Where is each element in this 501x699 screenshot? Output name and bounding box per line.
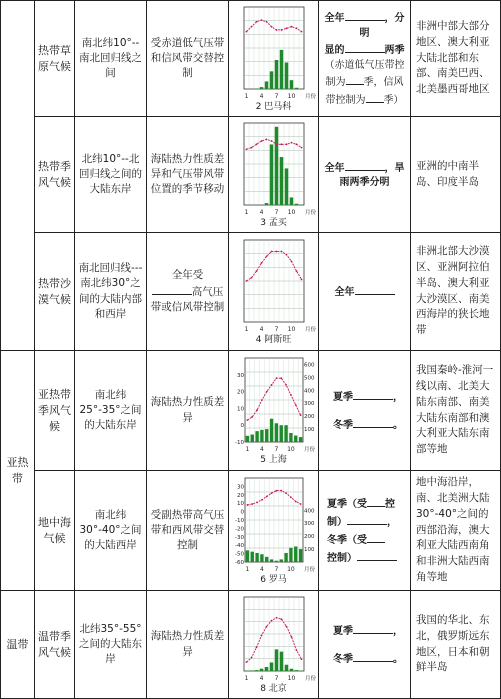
temp-point [270,140,272,142]
temp-point [300,503,302,505]
temp-point [245,148,247,150]
precip-bar [246,436,249,442]
temp-point [265,21,267,23]
feature-text: 季，信风带控制为 [326,77,404,106]
temp-point [251,416,253,418]
precip-bar [269,144,273,205]
precip-bar [279,157,283,205]
zone-cell: 亚热带 [1,351,35,591]
precip-bar [299,437,302,442]
climate-chart [231,474,319,574]
temp-tick-label: 20 [237,390,244,396]
climate-chart [238,3,310,101]
x-axis-label: 月份 [305,92,317,100]
precip-bar [251,552,254,562]
x-tick-label: 7 [274,209,278,216]
temp-tick-label: 10 [237,406,244,412]
cause: 海陆热力性质差异 [147,591,229,699]
temp-tick-label: -10 [235,440,244,446]
distribution: 非洲中部大部分地区、澳大利亚大陆北部和东部、南美巴西、北美墨西哥地区 [411,1,501,117]
temp-point [245,661,247,663]
cause-text: 全年受 [172,269,204,281]
x-tick-label: 4 [260,446,264,453]
temp-point [275,251,277,253]
precip-bar [246,550,249,562]
chart-cell [229,1,319,117]
temp-tick-label: 20 [237,493,244,499]
feature-text: 夏季 [333,392,353,403]
features: 夏季 ， 冬季 。 [319,351,411,471]
chart-cell [229,233,319,351]
temp-tick-label: -20 [235,526,244,532]
feature-text: 控 [385,499,395,510]
temp-point [255,647,257,649]
temp-point [280,377,282,379]
features: 夏季 ， 冬季 。 [319,591,411,699]
feature-text: ，旱雨两季分明 [340,163,405,189]
feature-text: （赤道低气压带控制为 [325,60,405,89]
precip-bar [284,665,288,671]
climate-chart [231,354,319,454]
feature-text: 显的 [325,45,345,56]
location: 北纬35°-55°之间的大陆东岸 [75,591,147,699]
row-savanna [1,1,501,117]
temp-point [250,147,252,149]
temp-point [285,492,287,494]
x-tick-label: 10 [287,675,295,682]
temp-point [265,139,267,141]
row-tropical-desert [1,233,501,351]
x-tick-label: 7 [275,566,279,573]
precip-bar [284,553,287,562]
temp-point [256,502,258,504]
feature-text: 两季 [385,45,405,56]
row-subtropical-monsoon [1,351,501,471]
temp-point [271,492,273,494]
temp-point [295,270,297,272]
precip-tick-label: 500 [304,375,315,381]
fill-blank [353,388,393,400]
temp-point [280,618,282,620]
temp-point [295,27,297,29]
temp-point [250,26,252,28]
x-tick-label: 4 [259,675,263,682]
temp-point [285,384,287,386]
chart-cell [229,351,319,471]
precip-bar [294,88,298,89]
climate-name: 热带沙漠气候 [35,233,75,351]
temp-point [255,270,257,272]
zone-cell-tropical [1,1,35,351]
precip-bar [289,80,293,89]
fill-blank [353,622,393,634]
cause: 受副热带高气压带和西风带交替控制 [147,471,229,591]
cause: 海陆热力性质差异 [147,351,229,471]
climate-name: 热带草原气候 [35,1,75,117]
x-tick-label: 1 [244,93,248,100]
features: 夏季（受 控 制） ， 冬季（受 控制） [319,471,411,591]
chart-cell [229,591,319,699]
precip-bar [249,671,253,672]
temp-point [285,254,287,256]
precip-bar [270,559,273,562]
precip-bar [284,168,288,205]
temp-point [265,256,267,258]
x-axis-label: 月份 [304,565,316,573]
row-temperate-monsoon [1,591,501,699]
x-axis-label: 月份 [305,325,317,333]
temp-point [295,143,297,145]
zone-cell: 温带 [1,591,35,699]
precip-tick-label: 100 [304,547,315,553]
fill-blank [357,549,397,561]
temp-point [280,490,282,492]
x-axis-label: 月份 [305,674,317,682]
fill-blank [353,650,393,662]
x-tick-label: 7 [274,93,278,100]
location: 南北纬25°-35°之间的大陆东岸 [75,351,147,471]
precip-tick-label: 600 [304,363,315,369]
chart-caption: 2 巴马科 [231,101,316,114]
temp-point [290,260,292,262]
temp-point [266,496,268,498]
features [319,233,411,351]
x-tick-label: 10 [287,566,295,573]
chart-caption: 5 上海 [231,454,316,467]
precip-bar [284,63,288,89]
temp-point [255,21,257,23]
fill-blank [152,283,192,295]
precip-bar [259,669,263,671]
temp-point [255,143,257,145]
precip-tick-label: 100 [304,427,315,433]
x-tick-label: 1 [246,446,250,453]
precip-bar [265,429,268,442]
x-tick-label: 1 [244,209,248,216]
precip-bar [251,435,254,442]
temp-point [256,409,258,411]
precip-bar [274,127,278,205]
temp-point [275,29,277,31]
precip-tick-label: 300 [304,401,315,407]
temp-point [290,496,292,498]
climate-name: 温带季风气候 [35,591,75,699]
climate-chart [238,119,310,217]
precip-tick-label: 400 [304,508,315,514]
distribution: 非洲北部大沙漠区、亚洲阿拉伯半岛、澳大利亚大沙漠区、南美西海岸的狭长地带 [411,233,501,351]
precip-bar [275,423,278,442]
feature-text: 冬季 [333,420,353,431]
precip-bar [279,50,283,89]
feature-text: 控制） [327,553,357,564]
climate-chart [238,236,310,334]
chart-caption: 3 孟买 [231,217,316,230]
temp-point [251,503,253,505]
feature-text: 全年 [325,13,345,24]
temp-point [245,280,247,282]
x-tick-label: 4 [259,209,263,216]
temp-tick-label: -40 [235,543,244,549]
x-tick-label: 7 [274,675,278,682]
temp-tick-label: -50 [235,552,244,558]
temp-point [280,143,282,145]
fill-blank [367,495,385,507]
precip-bar [279,652,283,671]
temp-point [260,140,262,142]
location: 北纬10°--北回归线之间的大陆东岸 [75,117,147,233]
temp-point [261,399,263,401]
feature-text: 制） [327,517,347,528]
chart-caption: 4 阿斯旺 [231,334,316,347]
fill-blank [345,159,385,171]
temp-tick-label: 0 [241,423,245,429]
location: 南北回归线---南北纬30°之间的大陆内部和西岸 [75,233,147,351]
temp-point [261,499,263,501]
fill-blank [346,73,364,85]
temp-point [300,147,302,149]
temp-point [250,657,252,659]
temp-point [247,419,249,421]
precip-bar [294,204,298,205]
x-tick-label: 10 [287,93,295,100]
precip-bar [274,60,278,89]
temp-point [285,27,287,29]
precip-bar [294,547,297,563]
climate-name: 地中海气候 [35,471,75,591]
temp-point [300,414,302,416]
feature-text: 季） [384,95,404,106]
temp-point [260,635,262,637]
temp-point [247,504,249,506]
temp-point [275,143,277,145]
temp-tick-label: -30 [235,535,244,541]
feature-text: 全年 [325,163,345,174]
temp-point [280,251,282,253]
temp-point [295,649,297,651]
chart-cell [229,471,319,591]
temp-point [270,26,272,28]
precip-bar [294,436,297,442]
temp-point [266,391,268,393]
temp-point [276,490,278,492]
temp-point [280,29,282,31]
temp-point [295,404,297,406]
precip-bar [255,553,258,562]
fill-blank [347,513,387,525]
temp-point [275,617,277,619]
temp-point [295,501,297,503]
fill-blank [345,9,385,21]
fill-blank [367,531,385,543]
temp-point [245,31,247,33]
temp-point [290,142,292,144]
x-tick-label: 10 [287,326,295,333]
temp-tick-label: 0 [241,510,245,516]
precip-bar [274,649,278,671]
x-tick-label: 1 [244,675,248,682]
precip-bar [280,425,283,442]
x-tick-label: 7 [275,446,279,453]
feature-text: 全年 [335,287,355,298]
temp-point [300,279,302,281]
feature-text: 冬季 [333,654,353,665]
feature-text: ，分明 [360,13,405,39]
precip-bar [260,554,263,562]
temp-point [300,658,302,660]
x-tick-label: 10 [287,209,295,216]
x-axis-label: 月份 [305,208,317,216]
temp-tick-label: -10 [235,518,244,524]
climate-name: 亚热带季风气候 [35,351,75,471]
feature-text: 夏季 [333,626,353,637]
features [319,117,411,233]
chart-cell [229,117,319,233]
precip-bar [275,561,278,562]
precip-bar [254,670,258,671]
chart-caption: 8 北京 [231,683,316,696]
temp-point [250,277,252,279]
temp-tick-label: -60 [235,560,244,566]
row-mediterranean [1,471,501,591]
distribution: 我国秦岭-淮河一线以南、北美大陆东南部、南美大陆东南部和澳大利亚大陆东南部等地 [411,351,501,471]
precip-bar [289,669,293,671]
distribution: 地中海沿岸，南、北美洲大陆30°-40°之间的西部沿海，澳大利亚大陆西南角和非洲大陆西南角等地 [411,471,501,591]
precip-bar [255,431,258,442]
temp-tick-label: 30 [237,373,244,379]
x-tick-label: 4 [259,93,263,100]
precip-bar [289,548,292,562]
precip-bar [289,433,292,442]
climate-name: 热带季风气候 [35,117,75,233]
location: 南北纬30°-40°之间的大陆西岸 [75,471,147,591]
temp-point [290,636,292,638]
precip-bar [269,663,273,672]
temp-tick-label: 10 [237,501,244,507]
temp-point [276,377,278,379]
feature-text: 夏季（受 [327,499,367,510]
x-tick-label: 1 [244,326,248,333]
x-axis-label: 月份 [304,445,316,453]
fill-blank [353,416,393,428]
precip-bar [264,81,268,89]
location: 南北纬10°--南北回归线之间 [75,1,147,117]
precip-bar [264,667,268,671]
chart-caption: 6 罗马 [231,574,316,587]
cause [147,233,229,351]
x-tick-label: 7 [274,326,278,333]
temp-point [265,626,267,628]
cause: 受赤道低气压带和信风带交替控制 [147,1,229,117]
distribution: 亚洲的中南半岛、印度半岛 [411,117,501,233]
temp-point [290,26,292,28]
temp-tick-label: 30 [237,484,244,490]
precip-bar [260,430,263,442]
features [319,1,411,117]
temp-point [270,251,272,253]
precip-bar [299,549,302,562]
cause-text: 高气压带或信风带控制 [151,286,225,313]
temp-point [271,384,273,386]
precip-bar [284,425,287,442]
precip-bar [264,203,268,205]
temp-point [270,620,272,622]
temp-point [260,19,262,21]
cause: 海陆热力性质差异和气压带风带位置的季节移动 [147,117,229,233]
precip-tick-label: 200 [304,414,315,420]
temp-point [285,143,287,145]
x-tick-label: 4 [259,326,263,333]
feature-text: 冬季（受 [327,535,367,546]
row-tropical-monsoon [1,117,501,233]
x-tick-label: 10 [287,446,295,453]
fill-blank [355,283,395,295]
precip-tick-label: 300 [304,521,315,527]
precip-bar [289,197,293,205]
precip-bar [270,419,273,442]
distribution: 我国的华北、东北，俄罗斯远东地区，日本和朝鲜半岛 [411,591,501,699]
precip-tick-label: 200 [304,534,315,540]
precip-bar [259,87,263,89]
precip-bar [294,670,298,671]
fill-blank [366,91,384,103]
x-tick-label: 4 [260,566,264,573]
temp-point [290,394,292,396]
climate-chart [238,593,310,683]
precip-tick-label: 400 [304,388,315,394]
precip-bar [265,557,268,562]
precip-bar [280,559,283,562]
fill-blank [345,41,385,53]
x-tick-label: 1 [246,566,250,573]
temp-point [300,31,302,33]
precip-bar [269,71,273,89]
temp-point [260,262,262,264]
temp-point [285,626,287,628]
